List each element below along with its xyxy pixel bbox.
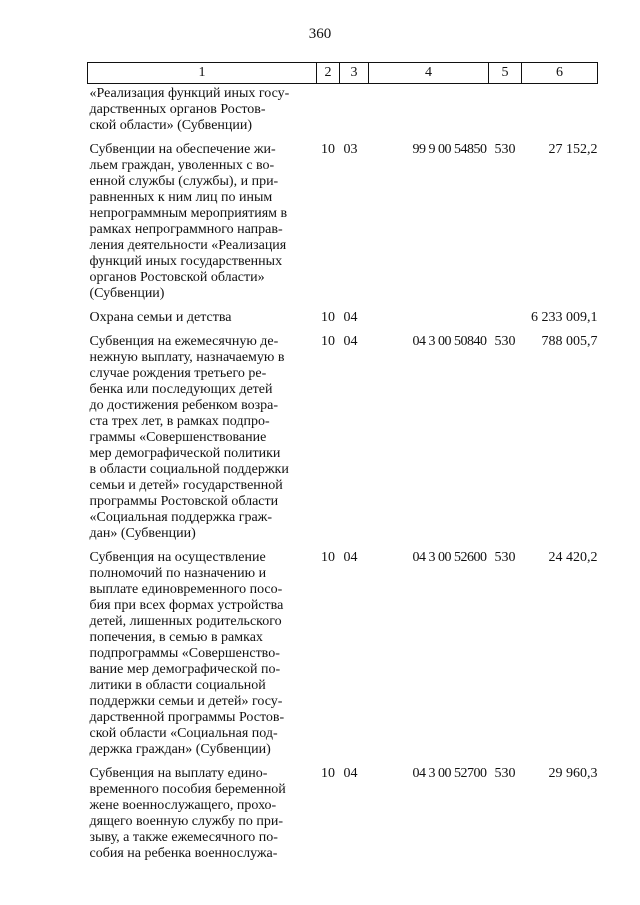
row-pr: 04: [343, 334, 358, 349]
table-row: [88, 334, 598, 550]
table-row: [88, 766, 598, 862]
row-name-text: Субвенция на ежемесячную де- нежную выплату, назначаемую в случае рождения третьего ре- бенка или последующих детей до достижения ребенком возра- ста трех лет, в рамках подпро- граммы «Совершенствование мер демографической политики в области социальной поддержки семьи и детей» государственной программы Ростовской области «Социальная поддержка граж- дан» (Субвенции): [89, 334, 289, 541]
row-name-text: Субвенция на осуществление полномочий по назначению и выплате единовременного посо- бия при всех формах устройства детей, лишенных родительского попечения, в семью в рамках подпрограммы «Совершенство- вание мер демографической по- литики в области социальной поддержки семьи и детей» госу- дарственной программы Ростов- ской области «Социальная под- держка граждан» (Субвенции): [89, 550, 285, 757]
table-row: [88, 84, 598, 143]
row-rz: 10: [321, 766, 335, 781]
header-col-6: 6: [522, 63, 598, 84]
table-row: [88, 142, 598, 310]
row-vr: 530: [494, 550, 516, 565]
row-csr: 04 3 00 52700: [412, 766, 487, 781]
header-col-4: 4: [369, 63, 489, 84]
row-sum: 29 960,3: [548, 766, 598, 781]
row-rz: 10: [321, 334, 335, 349]
row-rz: [317, 84, 340, 143]
row-sum: 788 005,7: [541, 334, 598, 349]
row-sum: [522, 84, 598, 143]
header-col-5: 5: [489, 63, 522, 84]
row-csr: [369, 310, 489, 334]
row-rz: 10: [321, 550, 335, 565]
table-row: [88, 310, 598, 334]
row-rz: 10: [321, 310, 335, 325]
row-name: [88, 550, 317, 766]
header-col-2: 2: [317, 63, 340, 84]
row-csr: 99 9 00 54850: [412, 142, 487, 157]
row-name: [88, 142, 317, 310]
row-sum: 24 420,2: [548, 550, 598, 565]
row-name: [88, 334, 317, 550]
header-col-1: 1: [88, 63, 317, 84]
row-pr: [340, 84, 369, 143]
row-vr: [489, 84, 522, 143]
header-col-3: 3: [340, 63, 369, 84]
row-name: [88, 310, 317, 334]
row-name-text: Охрана семьи и детства: [89, 310, 232, 325]
row-rz: 10: [321, 142, 335, 157]
row-name-text: Субвенция на выплату едино- временного пособия беременной жене военнослужащего, прохо- дящего военную службу по при- зыву, а также ежемесячного по- собия на ребенка военнослужа-: [89, 766, 286, 861]
table-row: [88, 550, 598, 766]
row-sum: 6 233 009,1: [531, 310, 598, 325]
row-pr: 04: [343, 550, 358, 565]
row-sum: 27 152,2: [548, 142, 598, 157]
row-name: [88, 84, 317, 143]
row-pr: 04: [343, 766, 358, 781]
row-name-text: «Реализация функций иных госу- дарственных органов Ростов- ской области» (Субвенции): [89, 86, 290, 133]
row-vr: [489, 310, 522, 334]
row-pr: 03: [343, 142, 358, 157]
row-vr: 530: [494, 142, 516, 157]
row-name-text: Субвенции на обеспечение жи- льем граждан, уволенных с во- енной службы (службы), и при- равненных к ним лиц по иным непрограммным мероприятиям в рамках непрограммного направ- ления деятельности «Реализация функций иных государственных органов Ростовской области» (Субвенции): [89, 142, 288, 301]
page-number: 360: [308, 26, 332, 42]
row-csr: 04 3 00 52600: [412, 550, 487, 565]
row-pr: 04: [343, 310, 358, 325]
row-csr: 04 3 00 50840: [412, 334, 487, 349]
row-vr: 530: [494, 334, 516, 349]
table-header: [88, 63, 598, 84]
row-csr: [369, 84, 489, 143]
row-vr: 530: [494, 766, 516, 781]
row-name: [88, 766, 317, 862]
budget-table: [87, 62, 598, 862]
